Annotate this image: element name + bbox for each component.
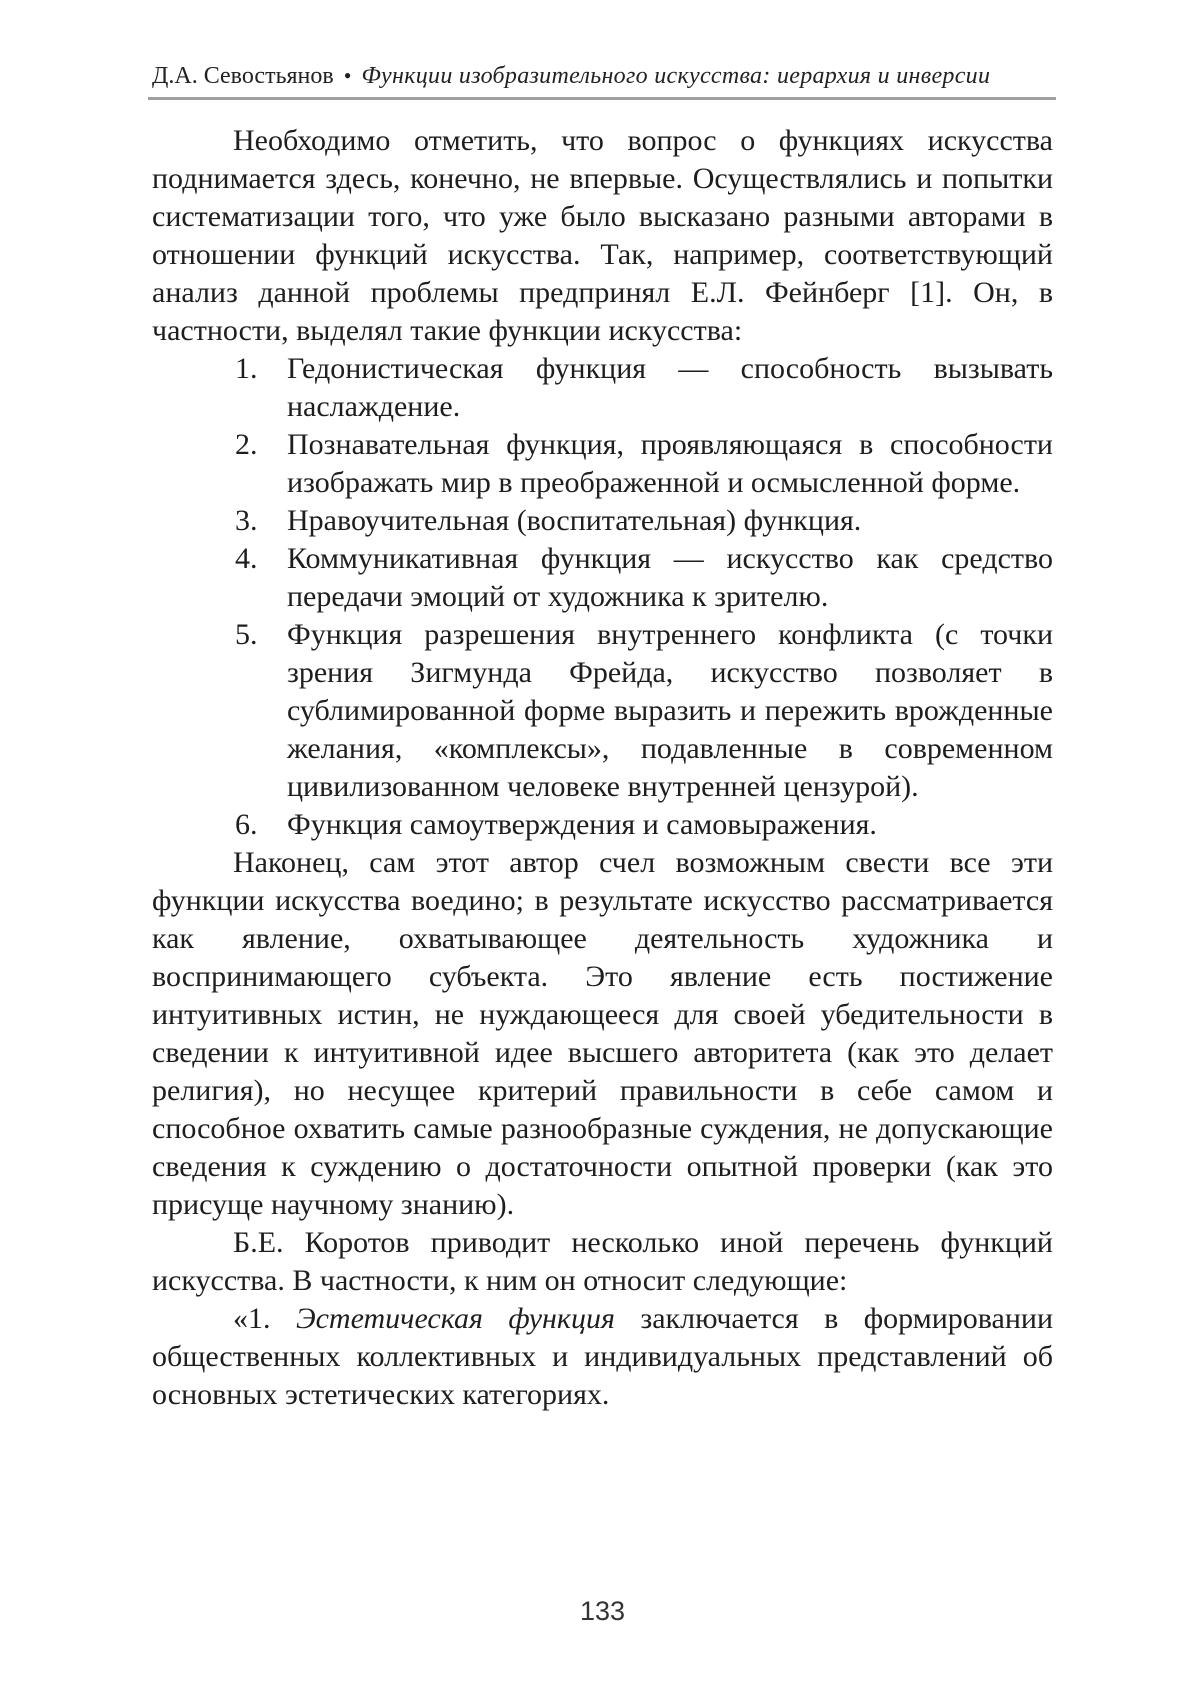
header-bullet-separator: • <box>343 63 352 88</box>
numbered-list <box>152 350 1053 844</box>
quote-continuation: заключается в формировании общественных коллективных и индивидуальных представлений об основных эстетических категориях. <box>152 1302 1054 1411</box>
list-item-text: Познавательная функция, проявляющаяся в способности изображать мир в преображенной и осмысленной форме. <box>287 428 1053 499</box>
list-item-number: 2. <box>235 428 258 461</box>
paragraph-korotov: Б.Е. Коротов приводит несколько иной перечень функций искусства. В частности, к ним он относит следующие: <box>152 1226 1053 1297</box>
list-item <box>152 502 1053 540</box>
list-item-text: Нравоучительная (воспитательная) функция. <box>287 504 862 537</box>
list-item <box>152 616 1053 806</box>
list-item-text: Функция разрешения внутреннего конфликта (с точки зрения Зигмунда Фрейда, искусство позволяет в сублимированной форме выразить и пережить врожденные желания, «комплексы», подавленные в современном цивилизованном человеке внутренней цензурой). <box>287 618 1053 803</box>
paragraph-intro: Необходимо отметить, что вопрос о функциях искусства поднимается здесь, конечно, не впервые. Осуществлялись и попытки систематизации того, что уже было высказано разными авторами в отношении функций искусства. Так, например, соответствующий анализ данной проблемы предпринял Е.Л. Фейнберг [1]. Он, в частности, выделял такие функции искусства: <box>152 124 1053 347</box>
list-item <box>152 426 1053 502</box>
list-item-number: 4. <box>235 542 258 575</box>
list-item-text: Гедонистическая функция — способность вызывать наслаждение. <box>287 352 1053 423</box>
page-body <box>152 122 1053 1414</box>
list-item-number: 6. <box>235 808 258 841</box>
header-rule <box>148 97 1056 100</box>
running-header <box>152 62 1053 90</box>
quote-prefix: «1. <box>233 1302 296 1335</box>
document-page <box>152 0 1053 1703</box>
header-title: Функции изобразительного искусства: иерархия и инверсии <box>361 63 991 89</box>
list-item-text: Функция самоутверждения и самовыражения. <box>287 808 877 841</box>
list-item <box>152 540 1053 616</box>
list-item-number: 3. <box>235 504 258 537</box>
aesthetic-function-term: Эстетическая функция <box>295 1302 615 1335</box>
list-item <box>152 350 1053 426</box>
paragraph-aesthetic-function <box>152 1300 1053 1414</box>
list-item-number: 5. <box>235 618 258 651</box>
page-number: 133 <box>579 1596 626 1626</box>
header-author: Д.А. Севостьянов <box>152 63 334 89</box>
list-item <box>152 806 1053 844</box>
list-item-number: 1. <box>235 352 258 385</box>
paragraph-summary: Наконец, сам этот автор счел возможным свести все эти функции искусства воедино; в результате искусство рассматривается как явление, охватывающее деятельность художника и воспринимающего субъекта. Это явление есть постижение интуитивных истин, не нуждающееся для своей убедительности в сведении к интуитивной идее высшего авторитета (как это делает религия), но несущее критерий правильности в себе самом и способное охватить самые разнообразные суждения, не допускающие сведения к суждению о достаточности опытной проверки (как это присуще научному знанию). <box>152 846 1053 1221</box>
list-item-text: Коммуникативная функция — искусство как средство передачи эмоций от художника к зрителю. <box>287 542 1053 613</box>
